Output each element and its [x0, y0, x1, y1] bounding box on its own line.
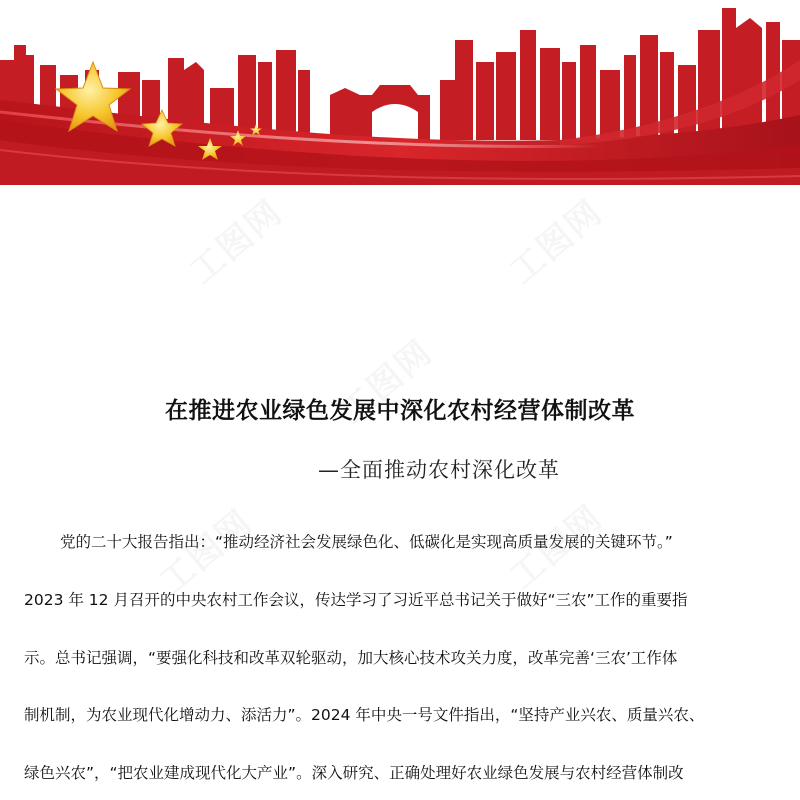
header-banner — [0, 0, 800, 185]
body-line: 2023 年 12 月召开的中央农村工作会议，传达学习了习近平总书记关于做好“三农”工作的重要指 — [24, 591, 688, 609]
watermark — [497, 186, 611, 293]
body-line: 制机制，为农业现代化增动力、添活力”。2024 年中央一号文件指出，“坚持产业兴农、质量兴农、 — [24, 706, 705, 724]
watermark — [177, 186, 291, 293]
document-title: 在推进农业绿色发展中深化农村经营体制改革 — [165, 398, 635, 424]
body-line: 示。总书记强调，“要强化科技和改革双轮驱动，加大核心技术攻关力度，改革完善‘三农’工作体 — [24, 649, 678, 667]
body-line: 绿色兴农”，“把农业建成现代化大产业”。深入研究、正确处理好农业绿色发展与农村经营体制改 — [24, 764, 684, 782]
body-line: 党的二十大报告指出：“推动经济社会发展绿色化、低碳化是实现高质量发展的关键环节。” — [60, 533, 673, 551]
document-subtitle: —全面推动农村深化改革 — [318, 458, 560, 482]
